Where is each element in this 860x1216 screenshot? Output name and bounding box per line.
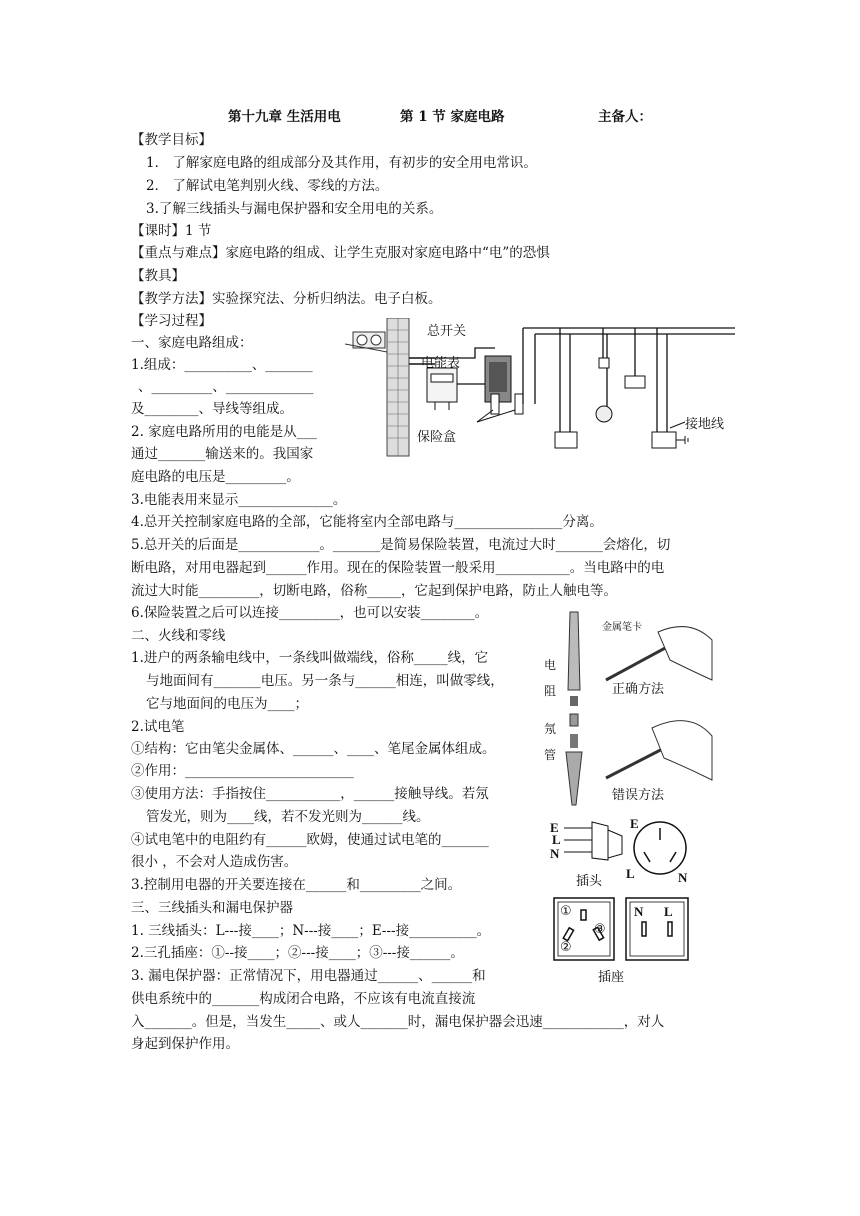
text-line: 6.保险装置之后可以连接_________，也可以安装________。: [131, 605, 489, 621]
text-line: 2. 家庭电路所用的电能是从___: [131, 424, 317, 440]
text-line: 断电路，对用电器起到______作用。现在的保险装置一般采用___________。当电路中的电: [131, 560, 665, 576]
meter-icon: [427, 368, 457, 410]
text-line: 它与地面间的电压为____；: [146, 696, 308, 712]
hand-correct-icon: [606, 627, 712, 680]
hand-wrong-icon: [606, 721, 712, 780]
lamp-icon: [596, 358, 612, 422]
grounded-socket-icon: [652, 432, 688, 448]
wrong-method-label: 错误方法: [612, 788, 665, 803]
text-line: 入_______。但是，当发生_____、或人_______时，漏电保护器会迅速____________，对人: [131, 1014, 665, 1030]
objective-3: 3.了解三线插头与漏电保护器和安全用电的关系。: [146, 201, 443, 217]
socket-figure: [548, 896, 698, 988]
text-line: 2.三孔插座：①--接____；②---接____；③---接______。: [131, 945, 464, 961]
socket-hole-1-label: ①: [560, 904, 572, 919]
ground-wire-label: 接地线: [685, 417, 725, 432]
text-line: ①结构：它由笔尖金属体、______、____、笔尾金属体组成。: [131, 741, 496, 757]
text-line: 1. 三线插头：L---接____；N---接____；E---接__________。: [131, 923, 491, 939]
socket-hole-2-label: ②: [560, 940, 572, 955]
objective-2: 2． 了解试电笔判别火线、零线的方法。: [146, 178, 389, 194]
plug-e-label: E: [550, 820, 559, 835]
face-e-label: E: [630, 816, 639, 831]
plug-n-label: N: [550, 846, 560, 861]
chapter-title: 第十九章 生活用电: [228, 109, 341, 125]
text-line: 4.总开关控制家庭电路的全部，它能将室内全部电路与________________分离。: [131, 514, 603, 530]
text-line: 通过_______输送来的。我国家: [131, 446, 314, 462]
text-line: 很小 ，不会对人造成伤害。: [131, 854, 298, 870]
preparer-label: 主备人：: [598, 109, 652, 125]
test-pen-icon: [566, 612, 582, 805]
text-line: 管发光，则为____线，若不发光则为______线。: [146, 809, 430, 825]
part-2-heading: 二、火线和零线: [131, 628, 226, 644]
correct-method-label: 正确方法: [612, 682, 665, 697]
teaching-method: 【教学方法】实验探究法、分析归纳法。电子白板。: [131, 291, 442, 307]
neon-char: 氖: [544, 722, 557, 736]
main-switch-label: 总开关: [427, 324, 467, 339]
socket-l-label: L: [664, 904, 673, 919]
process-heading: 【学习过程】: [131, 313, 212, 329]
text-line: 身起到保护作用。: [131, 1036, 239, 1052]
plug-figure: [548, 818, 698, 892]
face-n-label: N: [678, 870, 688, 885]
objectives-heading: 【教学目标】: [131, 132, 212, 148]
switch-icon: [625, 376, 645, 388]
text-line: 3.电能表用来显示______________。: [131, 492, 347, 508]
resistor-char: 阻: [544, 684, 557, 698]
resistor-char: 电: [544, 658, 557, 672]
neon-char: 管: [544, 748, 557, 762]
socket-caption: 插座: [598, 970, 625, 985]
plug-caption: 插头: [576, 874, 603, 889]
key-points: 【重点与难点】家庭电路的组成、让学生克服对家庭电路中“电”的恐惧: [131, 245, 550, 261]
text-line: 与地面间有_______电压。另一条与______相连，叫做零线，: [146, 673, 504, 689]
socket-icon: [555, 432, 577, 448]
text-line: 、_________、_____________: [138, 379, 314, 395]
text-line: 3. 漏电保护器：正常情况下，用电器通过______、______和: [131, 968, 486, 984]
tip-label: 金属笔卡: [602, 622, 642, 633]
text-line: 5.总开关的后面是____________。_______是简易保险装置，电流过大时_______会熔化，切: [131, 537, 671, 553]
insulator-icon: [345, 332, 387, 352]
socket-n-label: N: [634, 904, 644, 919]
fuse-box-label: 保险盒: [417, 430, 457, 445]
text-line: 庭电路的电压是_________。: [131, 469, 300, 485]
plug-face-icon: [634, 822, 686, 874]
text-line: 1.组成：__________、_______: [131, 357, 313, 373]
socket-hole-3-label: ③: [594, 922, 606, 937]
meter-label: 电能表: [421, 356, 461, 371]
text-line: 及________、导线等组成。: [131, 401, 293, 417]
lesson-count: 【课时】1 节: [131, 223, 212, 239]
plug-icon: [564, 822, 622, 860]
part-3-heading: 三、三线插头和漏电保护器: [131, 900, 293, 916]
part-1-heading: 一、家庭电路组成：: [131, 335, 253, 351]
face-l-label: L: [626, 866, 635, 881]
text-line: 流过大时能_________，切断电路，俗称_____，它起到保护电路，防止人触电等。: [131, 583, 617, 599]
text-line: 1.进户的两条输电线中，一条线叫做端线，俗称_____线，它: [131, 650, 489, 666]
teaching-aids: 【教具】: [131, 268, 185, 284]
test-pen-figure: [540, 610, 718, 815]
household-circuit-figure: [345, 318, 735, 458]
text-line: 3.控制用电器的开关要连接在______和_________之间。: [131, 877, 462, 893]
section-title: 第 1 节 家庭电路: [400, 109, 505, 125]
text-line: 2.试电笔: [131, 719, 185, 735]
plug-l-label: L: [552, 832, 561, 847]
text-line: 供电系统中的_______构成闭合电路，不应该有电流直接流: [131, 991, 476, 1007]
text-line: ②作用：_________________________: [131, 763, 354, 779]
text-line: ③使用方法：手指按住___________，______接触导线。若氖: [131, 786, 489, 802]
objective-1: 1． 了解家庭电路的组成部分及其作用，有初步的安全用电常识。: [146, 155, 537, 171]
text-line: ④试电笔中的电阻约有______欧姆，使通过试电笔的_______: [131, 832, 489, 848]
